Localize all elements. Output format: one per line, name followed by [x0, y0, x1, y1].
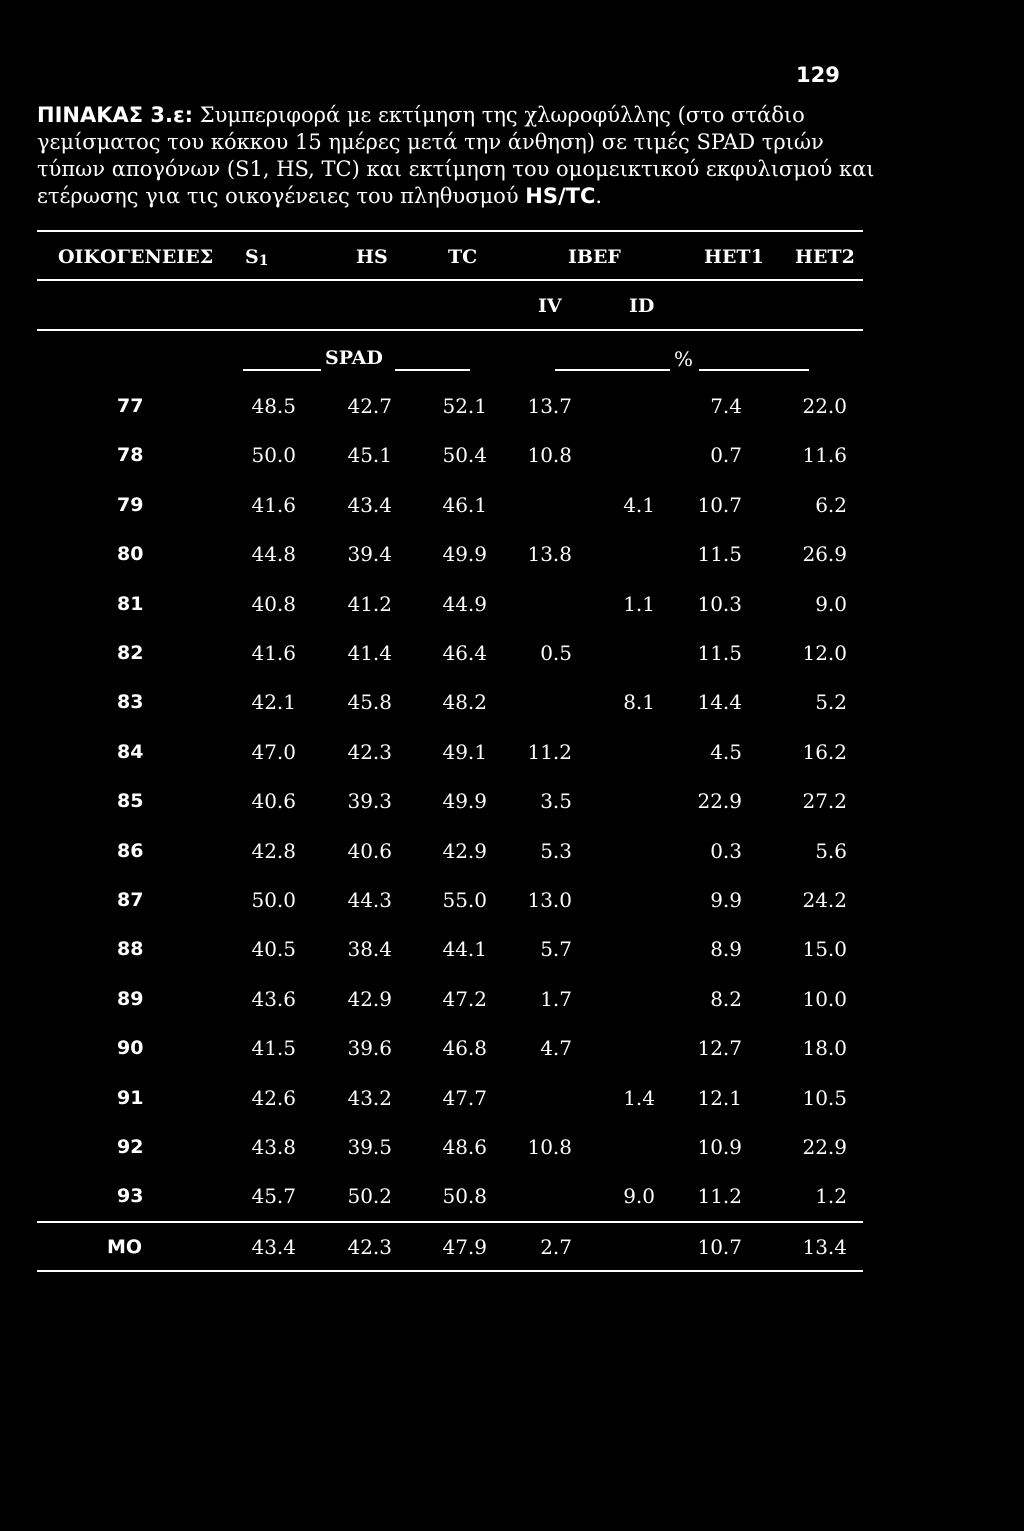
cell-het1: 9.9 [710, 888, 742, 912]
cell-het2: 22.0 [802, 394, 847, 418]
cell-hs: 45.8 [347, 690, 392, 714]
cell-iv: 13.0 [527, 888, 572, 912]
cell-iv: 5.7 [540, 937, 572, 961]
cell-het2: 1.2 [815, 1184, 847, 1208]
family-label: 85 [117, 790, 144, 812]
mean-top-rule [37, 1221, 863, 1223]
cell-het1: 11.5 [697, 542, 742, 566]
cell-het1: 10.7 [697, 1235, 742, 1259]
spad-rule-right [395, 369, 470, 371]
cell-iv: 4.7 [540, 1036, 572, 1060]
table-bottom-rule [37, 1270, 863, 1272]
cell-s1: 42.8 [251, 839, 296, 863]
cell-het1: 11.5 [697, 641, 742, 665]
cell-het2: 10.5 [802, 1086, 847, 1110]
cell-s1: 41.6 [251, 493, 296, 517]
cell-s1: 40.6 [251, 789, 296, 813]
cell-het2: 15.0 [802, 937, 847, 961]
page-number: 129 [796, 63, 840, 87]
family-label: 90 [117, 1037, 144, 1059]
cell-het2: 10.0 [802, 987, 847, 1011]
cell-iv: 10.8 [527, 443, 572, 467]
cell-hs: 38.4 [347, 937, 392, 961]
cell-hs: 40.6 [347, 839, 392, 863]
cell-hs: 45.1 [347, 443, 392, 467]
cell-iv: 10.8 [527, 1135, 572, 1159]
header-het2: HET2 [795, 246, 855, 268]
caption-line-4: ετέρωσης για τις οικογένειες του πληθυσμού HS/TC. [37, 184, 603, 208]
cell-het1: 0.3 [710, 839, 742, 863]
cell-s1: 43.8 [251, 1135, 296, 1159]
header-rule-2 [37, 329, 863, 331]
cell-s1: 41.6 [251, 641, 296, 665]
cell-hs: 39.3 [347, 789, 392, 813]
table-caption [37, 102, 897, 210]
cell-hs: 42.3 [347, 1235, 392, 1259]
cell-het2: 26.9 [802, 542, 847, 566]
cell-tc: 50.8 [442, 1184, 487, 1208]
cell-id: 9.0 [623, 1184, 655, 1208]
cell-s1: 41.5 [251, 1036, 296, 1060]
caption-population: HS/TC [525, 184, 596, 208]
family-label: 81 [117, 593, 144, 615]
cell-hs: 50.2 [347, 1184, 392, 1208]
cell-het2: 12.0 [802, 641, 847, 665]
cell-id: 4.1 [623, 493, 655, 517]
cell-tc: 50.4 [442, 443, 487, 467]
cell-s1: 48.5 [251, 394, 296, 418]
cell-hs: 41.2 [347, 592, 392, 616]
family-label: 83 [117, 691, 144, 713]
caption-line-2: γεμίσματος του κόκκου 15 ημέρες μετά την άνθηση) σε τιμές SPAD τριών [37, 130, 824, 154]
cell-id: 1.1 [623, 592, 655, 616]
cell-hs: 43.2 [347, 1086, 392, 1110]
cell-het2: 13.4 [802, 1235, 847, 1259]
cell-hs: 39.4 [347, 542, 392, 566]
cell-hs: 44.3 [347, 888, 392, 912]
cell-het1: 12.7 [697, 1036, 742, 1060]
header-ibef: IBEF [568, 246, 621, 268]
family-label: 89 [117, 988, 144, 1010]
cell-iv: 5.3 [540, 839, 572, 863]
cell-iv: 13.8 [527, 542, 572, 566]
cell-het1: 10.9 [697, 1135, 742, 1159]
cell-tc: 49.9 [442, 789, 487, 813]
cell-hs: 39.6 [347, 1036, 392, 1060]
family-label: 87 [117, 889, 144, 911]
cell-hs: 41.4 [347, 641, 392, 665]
cell-het1: 10.7 [697, 493, 742, 517]
table-top-rule [37, 230, 863, 232]
cell-tc: 47.7 [442, 1086, 487, 1110]
cell-tc: 44.1 [442, 937, 487, 961]
unit-percent: % [674, 347, 694, 371]
cell-s1: 43.6 [251, 987, 296, 1011]
cell-tc: 48.2 [442, 690, 487, 714]
cell-s1: 45.7 [251, 1184, 296, 1208]
cell-s1: 42.1 [251, 690, 296, 714]
cell-hs: 42.7 [347, 394, 392, 418]
cell-het2: 16.2 [802, 740, 847, 764]
cell-tc: 47.2 [442, 987, 487, 1011]
cell-iv: 2.7 [540, 1235, 572, 1259]
cell-het1: 10.3 [697, 592, 742, 616]
cell-tc: 46.4 [442, 641, 487, 665]
spad-rule-left [243, 369, 321, 371]
cell-s1: 40.5 [251, 937, 296, 961]
family-label: 91 [117, 1087, 144, 1109]
cell-hs: 42.3 [347, 740, 392, 764]
cell-s1: 40.8 [251, 592, 296, 616]
cell-het2: 6.2 [815, 493, 847, 517]
family-label: 77 [117, 395, 144, 417]
cell-hs: 39.5 [347, 1135, 392, 1159]
cell-het2: 18.0 [802, 1036, 847, 1060]
caption-line-3: τύπων απογόνων (S1, HS, TC) και εκτίμηση του ομομεικτικού εκφυλισμού και [37, 157, 875, 181]
cell-s1: 43.4 [251, 1235, 296, 1259]
header-tc: TC [448, 246, 478, 268]
cell-het1: 7.4 [710, 394, 742, 418]
cell-tc: 46.8 [442, 1036, 487, 1060]
unit-spad: SPAD [325, 347, 383, 369]
family-label: 78 [117, 444, 144, 466]
cell-het1: 8.9 [710, 937, 742, 961]
cell-s1: 42.6 [251, 1086, 296, 1110]
percent-rule-right [699, 369, 809, 371]
header-het1: HET1 [704, 246, 764, 268]
cell-het1: 8.2 [710, 987, 742, 1011]
family-label: 86 [117, 840, 144, 862]
header-rule-1 [37, 279, 863, 281]
cell-het2: 24.2 [802, 888, 847, 912]
cell-het1: 4.5 [710, 740, 742, 764]
cell-tc: 46.1 [442, 493, 487, 517]
cell-het1: 14.4 [697, 690, 742, 714]
cell-hs: 43.4 [347, 493, 392, 517]
caption-line-1: ΠΙΝΑΚΑΣ 3.ε: Συμπεριφορά με εκτίμηση της χλωροφύλλης (στο στάδιο [37, 103, 805, 127]
cell-het1: 12.1 [697, 1086, 742, 1110]
family-label: 92 [117, 1136, 144, 1158]
family-label: 84 [117, 741, 144, 763]
cell-id: 1.4 [623, 1086, 655, 1110]
header-s1: $S_1$ [245, 246, 269, 269]
family-label: 79 [117, 494, 144, 516]
cell-het1: 11.2 [697, 1184, 742, 1208]
cell-s1: 44.8 [251, 542, 296, 566]
cell-iv: 1.7 [540, 987, 572, 1011]
header-hs: HS [356, 246, 388, 268]
cell-iv: 11.2 [527, 740, 572, 764]
cell-tc: 49.1 [442, 740, 487, 764]
family-label: 82 [117, 642, 144, 664]
cell-het1: 22.9 [697, 789, 742, 813]
cell-het2: 9.0 [815, 592, 847, 616]
cell-tc: 49.9 [442, 542, 487, 566]
cell-s1: 50.0 [251, 443, 296, 467]
cell-id: 8.1 [623, 690, 655, 714]
cell-het2: 22.9 [802, 1135, 847, 1159]
cell-iv: 0.5 [540, 641, 572, 665]
cell-tc: 47.9 [442, 1235, 487, 1259]
cell-het2: 5.6 [815, 839, 847, 863]
mean-row-label: ΜΟ [107, 1236, 143, 1258]
cell-tc: 42.9 [442, 839, 487, 863]
cell-tc: 44.9 [442, 592, 487, 616]
header-id: ID [629, 295, 655, 317]
cell-het2: 27.2 [802, 789, 847, 813]
cell-tc: 52.1 [442, 394, 487, 418]
cell-hs: 42.9 [347, 987, 392, 1011]
cell-tc: 55.0 [442, 888, 487, 912]
family-label: 93 [117, 1185, 144, 1207]
cell-het1: 0.7 [710, 443, 742, 467]
caption-label: ΠΙΝΑΚΑΣ 3.ε: [37, 103, 194, 127]
header-iv: IV [538, 295, 562, 317]
cell-het2: 11.6 [802, 443, 847, 467]
percent-rule-left [555, 369, 670, 371]
cell-iv: 13.7 [527, 394, 572, 418]
cell-iv: 3.5 [540, 789, 572, 813]
cell-s1: 47.0 [251, 740, 296, 764]
cell-s1: 50.0 [251, 888, 296, 912]
family-label: 80 [117, 543, 144, 565]
family-label: 88 [117, 938, 144, 960]
header-families: ΟΙΚΟΓΕΝΕΙΕΣ [58, 246, 214, 268]
cell-tc: 48.6 [442, 1135, 487, 1159]
cell-het2: 5.2 [815, 690, 847, 714]
